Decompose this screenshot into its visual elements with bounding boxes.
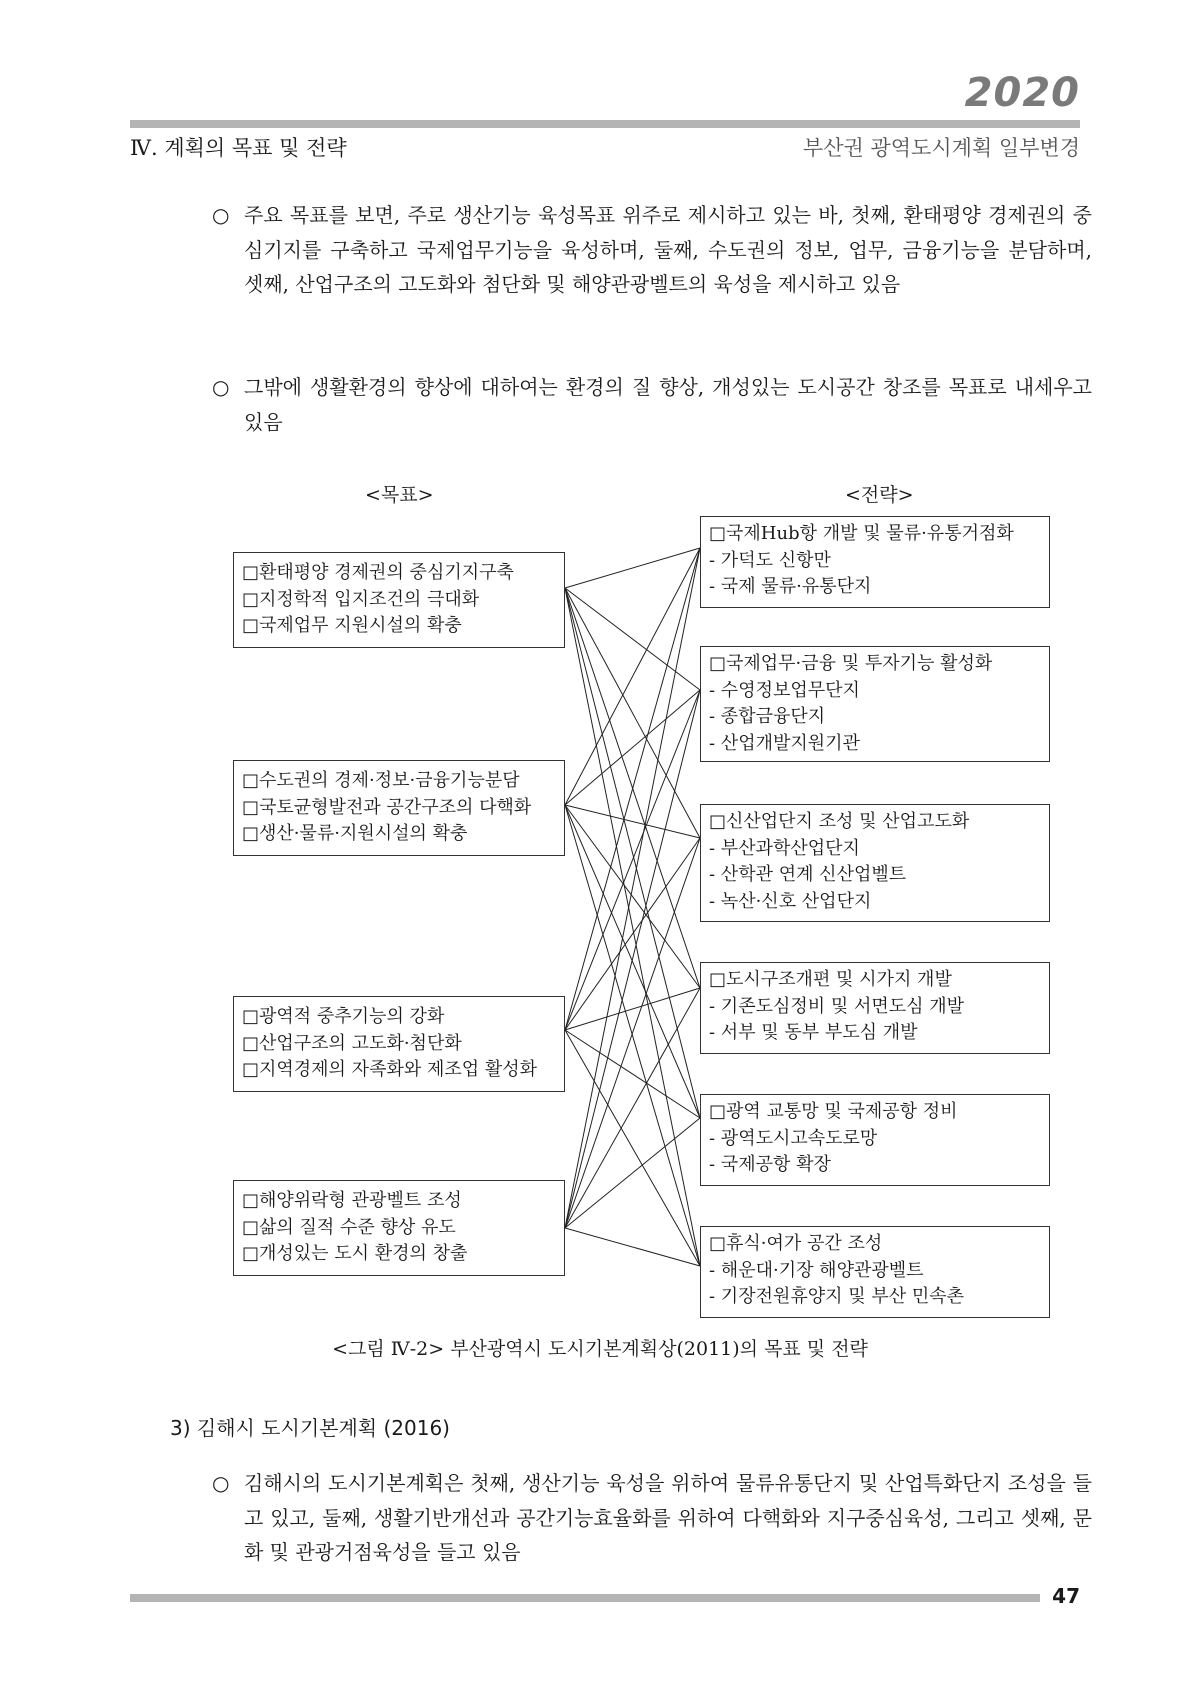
goal-item: □지역경제의 자족화와 제조업 활성화	[242, 1059, 537, 1080]
goal-item: □개성있는 도시 환경의 창출	[242, 1243, 468, 1264]
subsection-heading: 3) 김해시 도시기본계획 (2016)	[170, 1416, 450, 1440]
connector-line	[565, 805, 700, 1266]
strategy-subitem: - 산학관 연계 신산업벨트	[709, 864, 907, 885]
strategy-subitem: - 해운대·기장 해양관광벨트	[709, 1259, 924, 1281]
paragraph-text: 주요 목표를 보면, 주로 생산기능 육성목표 위주로 제시하고 있는 바, 첫째, 환태평양 경제권의 중심기지를 구축하고 국제업무기능을 육성하며, 둘째, 수도권의 정보, 업무, 금융기능을 분담하며, 셋째, 산업구조의 고도화와 첨단화 및 해양관광벨트의 육성을 제시하고 있음	[244, 203, 1092, 296]
strategy-box-6	[700, 1226, 1050, 1318]
connector-line	[565, 1030, 700, 1118]
strategy-subitem: - 수영정보업무단지	[709, 679, 860, 701]
goal-item: □생산·물류·지원시설의 확충	[242, 823, 468, 844]
strategy-item: □신산업단지 조성 및 산업고도화	[709, 811, 970, 832]
strategy-subitem: - 광역도시고속도로망	[709, 1127, 878, 1149]
strategy-item: □도시구조개편 및 시가지 개발	[709, 969, 952, 990]
strategy-item: □국제Hub항 개발 및 물류·유통거점화	[709, 523, 1014, 544]
connector-line	[565, 838, 700, 1030]
strategy-subitem: - 국제공항 확장	[709, 1154, 831, 1175]
strategy-box-4	[700, 962, 1050, 1054]
paragraph-text: 그밖에 생활환경의 향상에 대하여는 환경의 질 향상, 개성있는 도시공간 창조를 목표로 내세우고 있음	[244, 375, 1092, 434]
strategy-subitem: - 종합금융단지	[709, 706, 826, 727]
connector-line	[565, 548, 700, 588]
strategy-subitem: - 서부 및 동부 부도심 개발	[709, 1022, 918, 1043]
connector-line	[565, 690, 700, 1030]
strategy-subitem: - 녹산·신호 산업단지	[709, 890, 872, 912]
figure-caption: <그림 Ⅳ-2> 부산광역시 도시기본계획상(2011)의 목표 및 전략	[332, 1338, 868, 1360]
subsection-paragraph	[212, 1466, 1092, 1570]
goal-item: □환태평양 경제권의 중심기지구축	[242, 562, 514, 583]
strategy-item: □휴식·여가 공간 조성	[709, 1233, 883, 1254]
document-title: 부산권 광역도시계획 일부변경	[802, 136, 1080, 160]
goal-box-4	[233, 1180, 565, 1276]
goal-item: □삶의 질적 수준 향상 유도	[242, 1216, 456, 1238]
goal-item: □국제업무 지원시설의 확충	[242, 615, 462, 636]
goal-box-1	[233, 552, 565, 648]
paragraph-text: 김해시의 도시기본계획은 첫째, 생산기능 육성을 위하여 물류유통단지 및 산업특화단지 조성을 들고 있고, 둘째, 생활기반개선과 공간기능효율화를 위하여 다핵화와 지구중심육성, 그리고 셋째, 문화 및 관광거점육성을 들고 있음	[244, 1471, 1092, 1564]
goal-item: □광역적 중추기능의 강화	[242, 1006, 445, 1027]
goal-box-3	[233, 996, 565, 1092]
strategy-item: □광역 교통망 및 국제공항 정비	[709, 1101, 958, 1122]
strategies-heading: <전략>	[845, 484, 914, 506]
connector-line	[565, 548, 700, 1228]
strategy-subitem: - 가덕도 신항만	[709, 549, 831, 571]
report-year: 2020	[964, 70, 1080, 116]
strategy-subitem: - 기존도심정비 및 서면도심 개발	[709, 995, 965, 1017]
strategy-box-2	[700, 646, 1050, 762]
strategy-subitem: - 산업개발지원기관	[709, 732, 860, 754]
bullet-icon: ○	[212, 1471, 230, 1495]
goal-item: □국토균형발전과 공간구조의 다핵화	[242, 796, 532, 818]
connector-line	[565, 548, 700, 805]
strategy-subitem: - 부산과학산업단지	[709, 837, 860, 859]
goal-item: □해양위락형 관광벨트 조성	[242, 1190, 462, 1211]
footer-rule	[130, 1594, 1040, 1602]
bullet-icon: ○	[212, 375, 230, 399]
strategy-box-1	[700, 516, 1050, 608]
page-number: 47	[1052, 1584, 1080, 1608]
connector-line	[565, 1228, 700, 1266]
connector-line	[565, 588, 700, 690]
section-title: Ⅳ. 계획의 목표 및 전략	[130, 136, 347, 160]
goals-heading: <목표>	[365, 484, 434, 506]
connector-line	[565, 588, 700, 838]
strategy-item: □국제업무·금융 및 투자기능 활성화	[709, 653, 993, 674]
connector-line	[565, 1118, 700, 1228]
goal-box-2	[233, 760, 565, 856]
goal-item: □수도권의 경제·정보·금융기능분담	[242, 770, 520, 791]
strategy-subitem: - 국제 물류·유통단지	[709, 576, 872, 597]
strategy-subitem: - 기장전원휴양지 및 부산 민속촌	[709, 1286, 965, 1307]
goal-item: □지정학적 입지조건의 극대화	[242, 588, 480, 610]
strategy-box-5	[700, 1094, 1050, 1186]
bullet-icon: ○	[212, 203, 230, 227]
strategy-box-3	[700, 804, 1050, 922]
goal-item: □산업구조의 고도화·첨단화	[242, 1032, 462, 1054]
